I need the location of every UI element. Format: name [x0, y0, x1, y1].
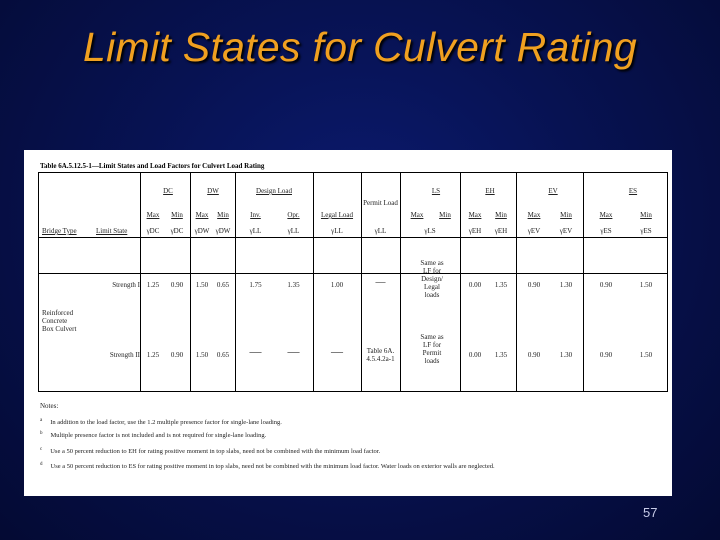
table-cell: 1.35	[287, 281, 300, 289]
table-cell: 0.90	[170, 281, 184, 289]
limit-state-strength-i: Strength I	[112, 281, 140, 289]
subheader-es-min: Min	[640, 211, 652, 219]
table-cell: 0.90	[599, 281, 613, 289]
factor-symbol: γEV	[527, 227, 541, 235]
factor-symbol: γEH	[468, 227, 482, 235]
limit-state-strength-ii: Strength II	[109, 351, 140, 359]
table-cell: 1.50	[195, 351, 209, 359]
note-d: $^d$ Use a 50 percent reduction to ES for rating positive moment in top slabs, need not be combined with the minimum load factor. Water loads on exterior walls are neglected.	[40, 462, 495, 471]
table-cell: 1.30	[559, 281, 573, 289]
header-ev: EV	[548, 187, 558, 195]
table-cell: 1.50	[639, 351, 653, 359]
note-c: $^c$ Use a 50 percent reduction to EH for rating positive moment in top slabs, need not be combined with the minimum load factor.	[40, 447, 381, 456]
subheader-es-max: Max	[599, 211, 613, 219]
page-number: 57	[643, 505, 658, 520]
subheader-legal-load: Legal Load	[320, 211, 354, 219]
factor-symbol: γDW	[215, 227, 231, 235]
factor-symbol: γEV	[559, 227, 573, 235]
table-cell: 0.90	[599, 351, 613, 359]
table-cell: 0.65	[216, 351, 230, 359]
table-cell: 0.00	[468, 351, 482, 359]
subheader-eh-min: Min	[495, 211, 507, 219]
factor-symbol: γEH	[494, 227, 508, 235]
table-cell: 1.35	[494, 351, 508, 359]
subheader-inv: Inv.	[250, 211, 261, 219]
factor-symbol: γDC	[146, 227, 160, 235]
table-cell: 0.90	[527, 281, 541, 289]
factor-symbol: γLS	[424, 227, 436, 235]
table-cell: —	[249, 344, 262, 358]
factor-symbol: γLL	[249, 227, 262, 235]
row-divider	[38, 273, 668, 274]
subheader-dc-min: Min	[171, 211, 183, 219]
header-permit-load: Permit Load	[363, 199, 398, 207]
factor-symbol: γES	[640, 227, 652, 235]
factor-symbol: γES	[600, 227, 612, 235]
subheader-ev-min: Min	[560, 211, 572, 219]
factor-symbol: γLL	[287, 227, 300, 235]
table-cell: —	[331, 344, 343, 358]
table-cell: 1.30	[559, 351, 573, 359]
factor-symbol: γDW	[194, 227, 210, 235]
table-image	[24, 150, 672, 496]
bridge-type-line: Concrete	[42, 317, 68, 325]
subheader-dc-max: Max	[146, 211, 160, 219]
factor-symbol: γLL	[331, 227, 343, 235]
bridge-type-line: Box Culvert	[42, 325, 77, 333]
row-header-bridge-type: Bridge Type	[42, 227, 77, 235]
ls-note-line: Same as	[420, 259, 444, 267]
note-a: $^a$ In addition to the load factor, use the 1.2 multiple presence factor for single-lane loading.	[40, 418, 282, 427]
ls-note-line: LF for	[422, 267, 442, 275]
table-cell: 0.90	[527, 351, 541, 359]
bridge-type-line: Reinforced	[42, 309, 74, 317]
header-ls: LS	[431, 187, 441, 195]
row-header-limit-state: Limit State	[96, 227, 128, 235]
table-cell: Table 6A.	[366, 347, 395, 355]
table-cell: 1.25	[146, 351, 160, 359]
table-caption: Table 6A.5.12.5-1—Limit States and Load Factors for Culvert Load Rating	[40, 162, 265, 170]
header-eh: EH	[485, 187, 495, 195]
table-cell: 0.65	[216, 281, 230, 289]
factor-symbol: γLL	[374, 227, 387, 235]
note-b: $^b$ Multiple presence factor is not included and is not required for single-lane loading.	[40, 431, 267, 440]
load-factor-table	[38, 172, 668, 392]
table-cell: 0.00	[468, 281, 482, 289]
table-cell: 1.50	[639, 281, 653, 289]
ls-note-line: loads	[424, 291, 440, 299]
table-cell: 1.25	[146, 281, 160, 289]
table-cell: 1.00	[330, 281, 344, 289]
table-cell: 1.50	[195, 281, 209, 289]
subheader-eh-max: Max	[468, 211, 482, 219]
subheader-ev-max: Max	[527, 211, 541, 219]
ls-note-line: Design/	[421, 275, 443, 283]
table-cell: 4.5.4.2a-1	[366, 355, 395, 363]
notes-label: Notes:	[40, 402, 59, 410]
slide-title: Limit States for Culvert Rating	[83, 24, 637, 70]
ls-note-line: Permit	[422, 349, 442, 357]
ls-note-line: LF for	[422, 341, 442, 349]
ls-note-line: loads	[424, 357, 440, 365]
table-cell: —	[375, 277, 386, 288]
factor-symbol: γDC	[170, 227, 184, 235]
ls-note-line: Same as	[420, 333, 444, 341]
table-cell: —	[287, 344, 300, 358]
table-cell: 1.75	[249, 281, 262, 289]
header-design-load: Design Load	[256, 187, 292, 195]
table-cell: 0.90	[170, 351, 184, 359]
header-dw: DW	[207, 187, 219, 195]
ls-note-line: Legal	[424, 283, 440, 291]
header-es: ES	[628, 187, 638, 195]
subheader-ls-max: Max	[410, 211, 424, 219]
subheader-ls-min: Min	[439, 211, 451, 219]
table-cell: 1.35	[494, 281, 508, 289]
header-dc: DC	[163, 187, 173, 195]
subheader-dw-max: Max	[195, 211, 209, 219]
subheader-opr: Opr.	[287, 211, 300, 219]
subheader-dw-min: Min	[217, 211, 229, 219]
header-divider	[38, 237, 668, 238]
